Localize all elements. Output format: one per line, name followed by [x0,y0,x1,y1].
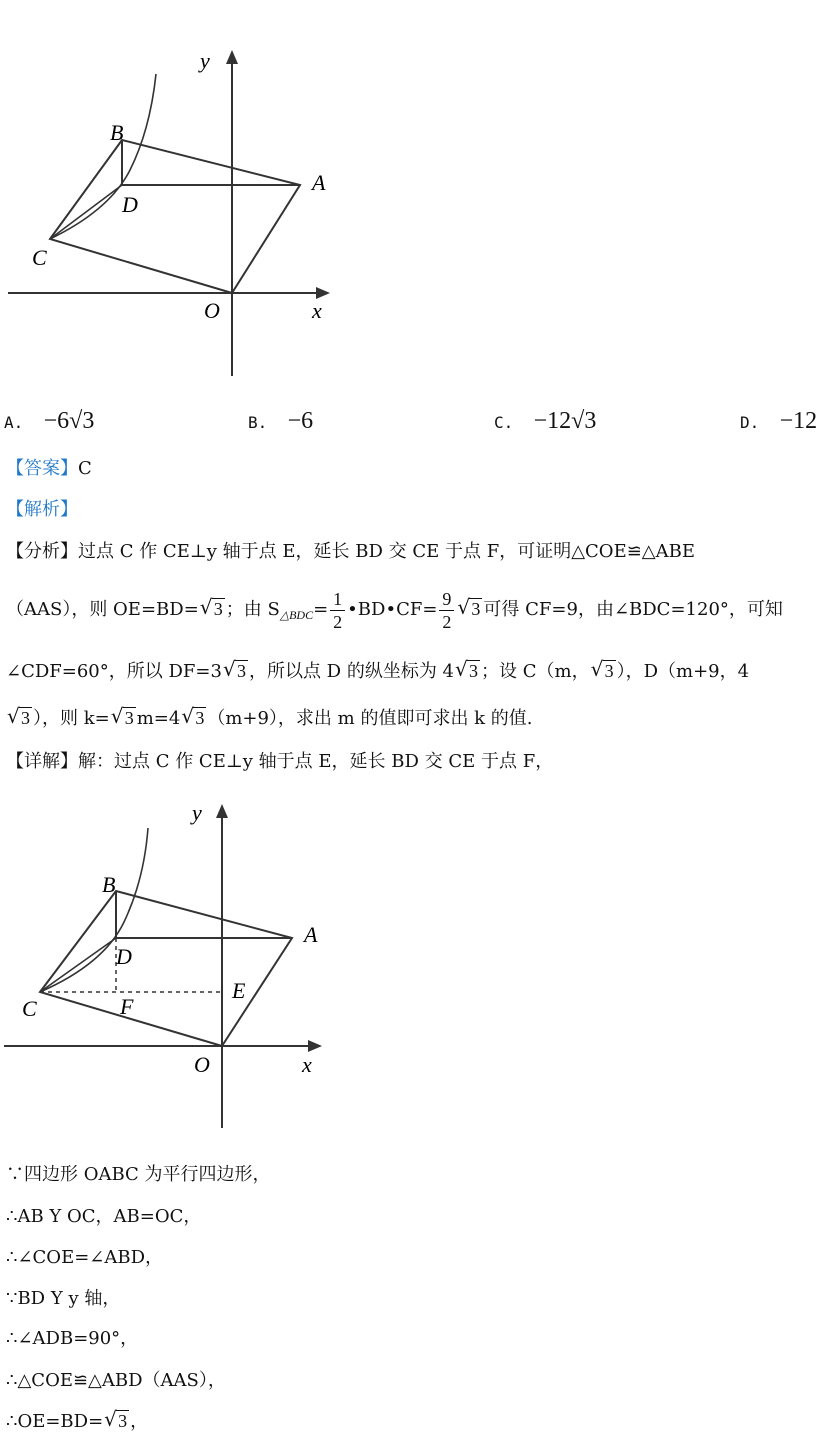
sqrt-radicand: 3 [118,1411,128,1431]
sqrt-radicand: 3 [213,599,223,619]
hyperbola-curve [50,74,156,239]
sqrt-3 [104,1408,129,1435]
option-a[interactable] [4,408,94,435]
fenxi-line-3-d: ），D（m+9，4 [616,661,750,682]
sqrt-radicand: 3 [21,708,30,728]
label-d: D [116,944,132,969]
fenxi-line-2-c: = [313,599,329,620]
step-7 [6,1408,148,1435]
fraction-nine-den: 2 [442,611,452,632]
fraction-half-num: 1 [330,588,345,611]
label-c: C [22,996,37,1021]
option-b[interactable] [248,408,313,435]
step-1: ∵四边形 OABC 为平行四边形， [6,1164,271,1185]
fenxi-line-3-c: ；设 C（m， [481,661,590,682]
sqrt-3 [457,584,482,635]
option-d-label: D. [740,413,760,432]
x-axis-arrow [308,1040,322,1052]
fraction-half-den: 2 [333,611,343,632]
sqrt-radicand: 3 [469,661,479,681]
sqrt-3 [455,658,480,685]
step-5: ∴∠ADB=90°， [6,1328,139,1349]
step-4: ∵BD Y y 轴， [6,1288,121,1309]
area-subscript: △BDC [279,608,314,622]
fraction-half [330,588,345,633]
label-b: B [110,120,124,145]
answer-line [6,456,92,482]
step-2: ∴AB Y OC，AB=OC， [6,1206,202,1227]
label-b: B [102,872,116,897]
label-y: y [192,800,202,825]
label-d: D [122,192,138,217]
fenxi-line-4-a: ），则 k= [33,708,110,729]
analysis-tag: 【解析】 [6,499,78,520]
fenxi-line-1-text: 过点 C 作 CE⊥y 轴于点 E，延长 BD 交 CE 于点 F，可证明△COE≌△ABE [78,541,695,562]
sqrt-radicand: 3 [236,661,246,681]
parallelogram-oabc [40,891,292,1046]
coordinate-diagram-1 [0,40,340,380]
xiangjie-line [6,749,553,775]
fraction-nine-half [439,588,454,633]
coordinate-diagram-2 [0,796,340,1136]
sqrt-radicand: 3 [471,599,481,619]
figure-1 [0,40,340,380]
step-6: ∴△COE≌△ABD（AAS）， [6,1370,226,1391]
label-a: A [312,170,326,195]
sqrt-3 [181,705,206,732]
fenxi-line-2-d: •BD•CF= [347,599,438,620]
segment-cd [50,185,122,239]
label-o: O [194,1052,210,1077]
sqrt-3 [223,658,248,685]
label-y: y [200,48,210,73]
label-a: A [304,922,318,947]
y-axis-arrow [226,50,238,64]
fenxi-line-3-a: ∠CDF=60°，所以 DF=3 [6,661,222,682]
option-b-value: −6 [287,408,314,434]
sqrt-radicand: 3 [604,661,614,681]
label-f: F [120,994,134,1019]
answer-tag: 【答案】 [6,458,78,479]
step-3: ∴∠COE=∠ABD， [6,1247,164,1268]
sqrt-radicand: 3 [124,708,134,728]
step-7-tail: ， [130,1411,149,1432]
label-x: x [302,1052,312,1077]
figure-2 [0,796,340,1136]
option-c[interactable] [494,408,596,435]
label-o: O [204,298,220,323]
fenxi-line-2-a: （AAS），则 OE=BD= [6,599,199,620]
segment-cd [40,938,116,992]
step-7-text: ∴OE=BD= [6,1411,104,1432]
label-e: E [232,978,246,1003]
fenxi-line-4 [6,705,533,732]
fenxi-line-2-b: ；由 S [225,599,280,620]
fenxi-line-3-b: ，所以点 D 的纵坐标为 4 [248,661,455,682]
option-d-value: −12 [779,408,818,434]
sqrt-3 [7,705,32,732]
label-c: C [32,245,47,270]
sqrt-3 [111,705,136,732]
xiangjie-tag: 【详解】 [6,751,78,772]
sqrt-3 [591,658,616,685]
option-c-value: −12√3 [533,408,597,434]
fenxi-line-1 [6,539,695,565]
sqrt-radicand: 3 [195,708,205,728]
option-a-label: A. [4,413,24,432]
xiangjie-text: 解：过点 C 作 CE⊥y 轴于点 E，延长 BD 交 CE 于点 F， [78,751,554,772]
fenxi-line-3 [6,658,749,685]
fenxi-tag: 【分析】 [6,541,78,562]
option-b-label: B. [248,413,268,432]
fenxi-line-2 [6,584,783,640]
fraction-nine-num: 9 [439,588,454,611]
option-c-label: C. [494,413,514,432]
analysis-heading [6,497,78,523]
sqrt-3 [200,584,225,635]
label-x: x [312,298,322,323]
fenxi-line-4-b: m=4 [136,708,181,729]
y-axis-arrow [216,804,228,818]
fenxi-line-2-e: 可得 CF=9，由∠BDC=120°，可知 [483,599,783,620]
answer-value: C [78,458,92,479]
fenxi-line-4-c: （m+9），求出 m 的值即可求出 k 的值. [207,708,533,729]
option-d[interactable] [740,408,817,435]
option-a-value: −6√3 [43,408,95,434]
